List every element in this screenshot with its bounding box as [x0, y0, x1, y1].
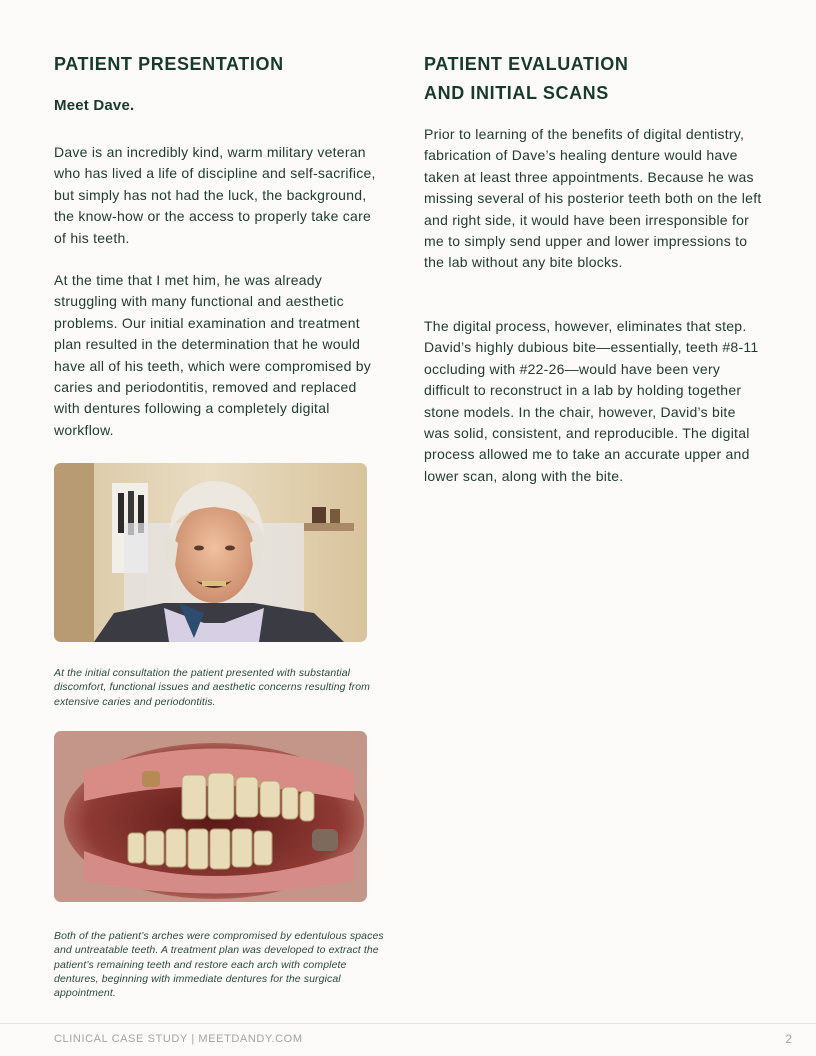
heading-line-1: PATIENT EVALUATION — [424, 54, 629, 74]
section-heading-patient-evaluation — [424, 50, 628, 108]
paragraph-dave-intro: Dave is an incredibly kind, warm military veteran who has lived a life of discipline and self-sacrifice, but simply has not had the luck, the background, the know-how or the access to properly take care of his teeth. — [54, 144, 376, 246]
subheading-meet-dave: Meet Dave. — [54, 97, 135, 114]
paragraph-digital-process: The digital process, however, eliminates that step. David’s highly dubious bite—essentially, teeth #8-11 occluding with #22-26—would have been very difficult to reconstruct in a lab by holding together stone models. In the chair, however, David’s bite was solid, consistent, and reproducible. The digital process allowed me to take an accurate upper and lower scan, along with the bite. — [424, 318, 759, 484]
paragraph-prior-digital: Prior to learning of the benefits of digital dentistry, fabrication of Dave’s healing denture would have taken at least three appointments. Because he was missing several of his posterior teeth both on the left and right side, it would have been irresponsible for me to simply send upper and lower impressions to the lab without any bite blocks. — [424, 126, 762, 271]
patient-portrait-photo — [54, 463, 367, 642]
page-number: 2 — [785, 1032, 792, 1046]
section-heading-patient-presentation: PATIENT PRESENTATION — [54, 54, 284, 74]
caption-intraoral: Both of the patient’s arches were compromised by edentulous spaces and untreatable teeth. A treatment plan was developed to extract the patient’s remaining teeth and restore each arch with complete dentures, beginning with immediate dentures for the surgical appointment. — [54, 930, 384, 1000]
footer-label: CLINICAL CASE STUDY | MEETDANDY.COM — [54, 1033, 303, 1045]
paragraph-initial-exam: At the time that I met him, he was already struggling with many functional and aesthetic problems. Our initial examination and treatment plan resulted in the determination that he would have all of his teeth, which were compromised by caries and periodontitis, removed and replaced with dentures following a completely digital workflow. — [54, 272, 372, 438]
footer-divider — [0, 1023, 816, 1024]
heading-line-2: AND INITIAL SCANS — [424, 83, 609, 103]
intraoral-teeth-photo — [54, 731, 367, 902]
caption-portrait: At the initial consultation the patient presented with substantial discomfort, functional issues and aesthetic concerns resulting from extensive caries and periodontitis. — [54, 667, 371, 708]
